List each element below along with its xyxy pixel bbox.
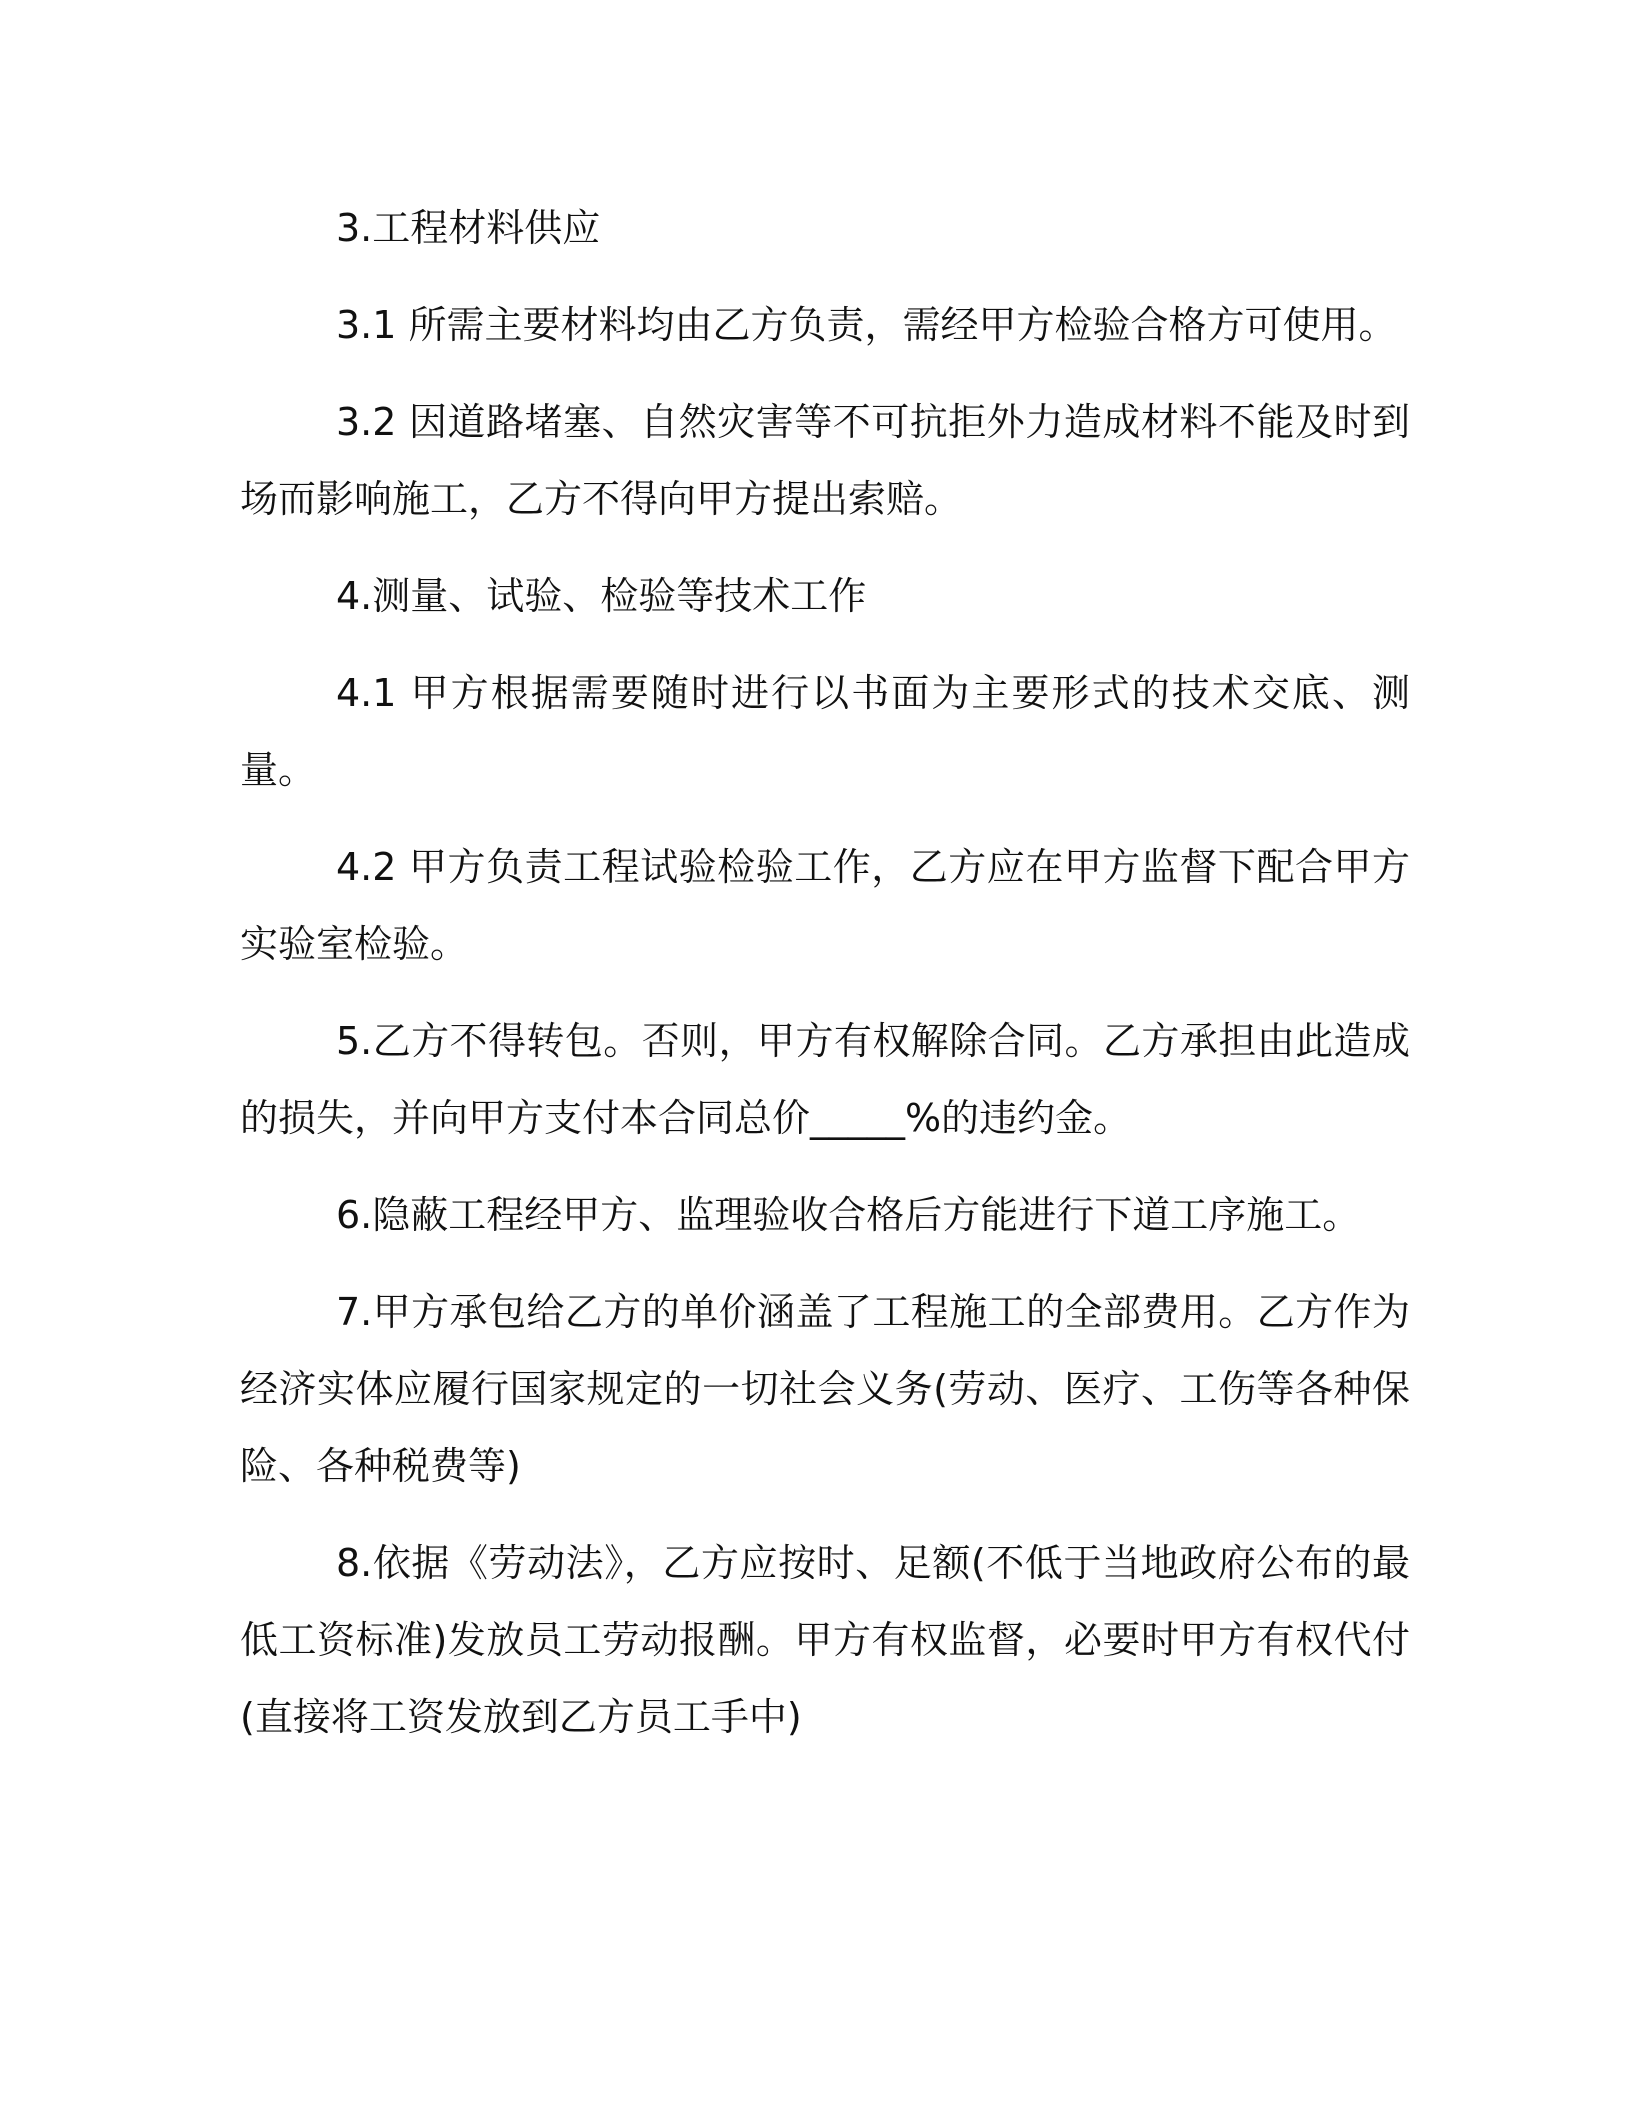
clause-6-concealed-works: 6.隐蔽工程经甲方、监理验收合格后方能进行下道工序施工。 (336, 1193, 1361, 1237)
heading-3-material-supply: 3.工程材料供应 (336, 206, 601, 250)
clause-8-labor-law: 8.依据《劳动法》，乙方应按时、足额(不低于当地政府公布的最低工资标准)发放员工劳动报酬。甲方有权监督，必要时甲方有权代付(直接将工资发放到乙方员工手中) (240, 1541, 1410, 1739)
clause-7-unit-price: 7.甲方承包给乙方的单价涵盖了工程施工的全部费用。乙方作为经济实体应履行国家规定的一切社会义务(劳动、医疗、工伤等各种保险、各种税费等) (240, 1290, 1410, 1488)
clause-4-1: 4.1 甲方根据需要随时进行以书面为主要形式的技术交底、测量。 (240, 671, 1410, 792)
clause-3-2: 3.2 因道路堵塞、自然灾害等不可抗拒外力造成材料不能及时到场而影响施工，乙方不得向甲方提出索赔。 (240, 400, 1410, 521)
document-body (240, 190, 1410, 1776)
heading-4-technical-work: 4.测量、试验、检验等技术工作 (336, 574, 867, 618)
clause-3-1: 3.1 所需主要材料均由乙方负责，需经甲方检验合格方可使用。 (336, 303, 1397, 347)
clause-4-2: 4.2 甲方负责工程试验检验工作，乙方应在甲方监督下配合甲方实验室检验。 (240, 845, 1410, 966)
clause-5-no-subcontract: 5.乙方不得转包。否则，甲方有权解除合同。乙方承担由此造成的损失，并向甲方支付本合同总价_____%的违约金。 (240, 1019, 1410, 1140)
